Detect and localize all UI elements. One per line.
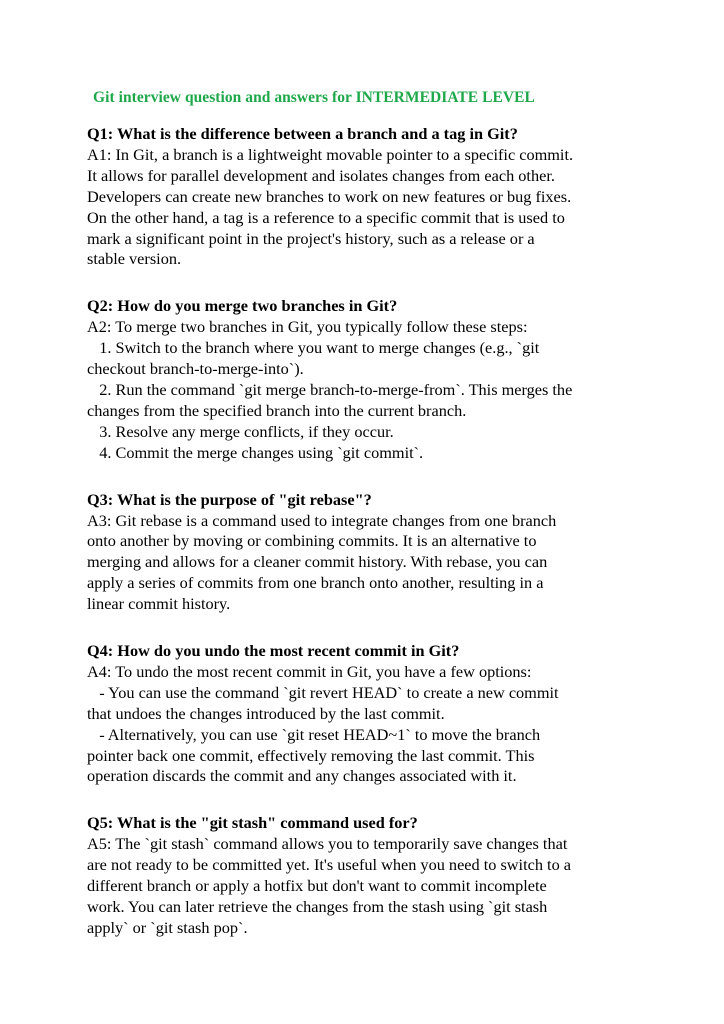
- answer-3-line-4: apply a series of commits from one branch onto another, resulting in a: [87, 573, 544, 593]
- answer-2-line-3: checkout branch-to-merge-into`).: [87, 359, 304, 379]
- qa-item-5: [87, 813, 687, 938]
- answer-2-line-5: changes from the specified branch into the current branch.: [87, 400, 467, 420]
- answer-1-line-3: Developers can create new branches to work on new features or bug fixes.: [87, 186, 572, 206]
- answer-3-line-1: A3: Git rebase is a command used to integrate changes from one branch: [87, 510, 557, 530]
- answer-4-line-1: A4: To undo the most recent commit in Git, you have a few options:: [87, 661, 532, 681]
- document-heading: Git interview question and answers for INTERMEDIATE LEVEL: [93, 89, 535, 106]
- question-2: Q2: How do you merge two branches in Git?: [87, 296, 398, 316]
- answer-5-line-3: different branch or apply a hotfix but don't want to commit incomplete: [87, 876, 547, 896]
- answer-5-line-4: work. You can later retrieve the changes from the stash using `git stash: [87, 897, 548, 916]
- qa-item-3: [87, 490, 687, 615]
- answer-1-line-2: It allows for parallel development and isolates changes from each other.: [87, 165, 555, 185]
- answer-2-line-7: 4. Commit the merge changes using `git commit`.: [87, 442, 424, 462]
- answer-3-line-3: merging and allows for a cleaner commit history. With rebase, you can: [87, 552, 548, 572]
- answer-3-line-2: onto another by moving or combining commits. It is an alternative to: [87, 531, 537, 551]
- qa-item-2: [87, 296, 687, 463]
- qa-list: [87, 124, 687, 965]
- answer-4-line-4: - Alternatively, you can use `git reset HEAD~1` to move the branch: [87, 724, 541, 744]
- answer-2-line-1: A2: To merge two branches in Git, you typically follow these steps:: [87, 317, 528, 337]
- answer-3-line-5: linear commit history.: [87, 594, 231, 614]
- answer-5-line-5: apply` or `git stash pop`.: [87, 917, 248, 937]
- qa-item-1: [87, 124, 687, 270]
- answer-5-line-1: A5: The `git stash` command allows you to temporarily save changes that: [87, 834, 568, 854]
- question-4: Q4: How do you undo the most recent commit in Git?: [87, 641, 460, 661]
- answer-5-line-2: are not ready to be committed yet. It's useful when you need to switch to a: [87, 855, 572, 875]
- question-3: Q3: What is the purpose of "git rebase"?: [87, 489, 372, 509]
- question-1: Q1: What is the difference between a branch and a tag in Git?: [87, 124, 518, 143]
- answer-2-line-6: 3. Resolve any merge conflicts, if they occur.: [87, 421, 394, 441]
- answer-4-line-5: pointer back one commit, effectively removing the last commit. This: [87, 745, 535, 765]
- answer-4-line-6: operation discards the commit and any changes associated with it.: [87, 766, 517, 786]
- answer-2-line-2: 1. Switch to the branch where you want to merge changes (e.g., `git: [87, 338, 540, 358]
- answer-1-line-6: stable version.: [87, 249, 182, 269]
- answer-4-line-3: that undoes the changes introduced by the last commit.: [87, 703, 445, 723]
- question-5: Q5: What is the "git stash" command used for?: [87, 813, 418, 833]
- answer-2-line-4: 2. Run the command `git merge branch-to-merge-from`. This merges the: [87, 379, 573, 399]
- answer-1-line-5: mark a significant point in the project's history, such as a release or a: [87, 228, 535, 248]
- answer-1-line-4: On the other hand, a tag is a reference to a specific commit that is used to: [87, 207, 565, 227]
- answer-1-line-1: A1: In Git, a branch is a lightweight movable pointer to a specific commit.: [87, 144, 574, 164]
- answer-4-line-2: - You can use the command `git revert HEAD` to create a new commit: [87, 682, 559, 702]
- qa-item-4: [87, 641, 687, 787]
